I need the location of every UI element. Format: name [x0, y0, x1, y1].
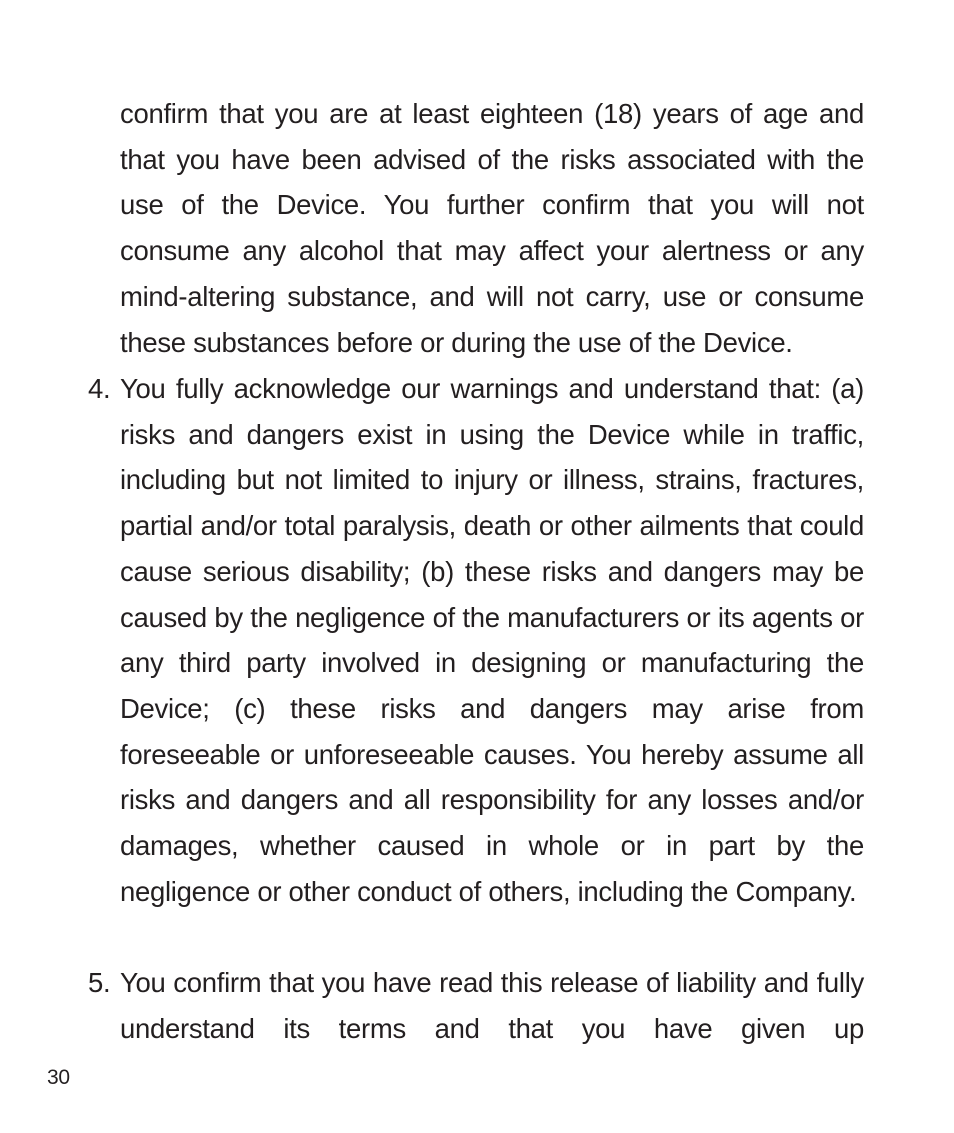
page-number: 30	[47, 1066, 70, 1089]
list-item-number: 4.	[88, 373, 111, 404]
list-item-text: You confirm that you have read this release of liability and fully understand its terms and that you have given up	[120, 967, 864, 1044]
list-item-text: You fully acknowledge our warnings and understand that: (a) risks and dangers exist in using the Device while in traffic, including but not limited to injury or illness, strains, fractures, partial and/or total paralysis, death or other ailments that could cause serious disability; (b) these risks and dangers may be caused by the negligence of the manufacturers or its agents or any third party involved in designing or manufacturing the Device; (c) these risks and dangers may arise from foreseeable or unforeseeable causes. You hereby assume all risks and dangers and all responsibility for any losses and/or damages, whether caused in whole or in part by the negligence or other conduct of others, including the Company.	[120, 373, 864, 907]
list-item-number: 5.	[88, 967, 111, 998]
continuation-paragraph: confirm that you are at least eighteen (18) years of age and that you have been advised of the risks associated with the use of the Device. You further confirm that you will not consume any alcohol that may affect your alertness or any mind-altering substance, and will not carry, use or consume these substances before or during the use of the Device.	[120, 98, 864, 358]
